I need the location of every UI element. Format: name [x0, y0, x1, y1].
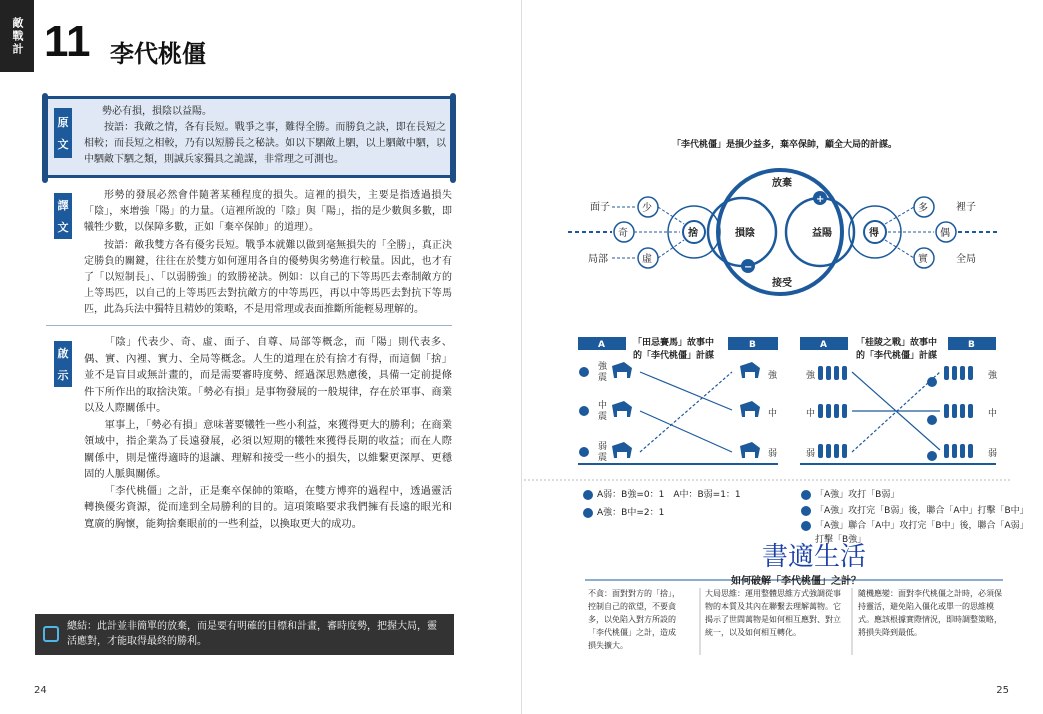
- svg-text:局部: 局部: [588, 254, 608, 265]
- yiwen-text: 形勢的發展必然會伴隨著某種程度的損失。這裡的損失，主要是指透過損失「陰」，來增強「陽」的力量。（這裡所說的「陰」與「陽」，指的是少數與多數，即犧牲少數，以保障多數，正如「棄卒保帥」的道理）。 按語：敵我雙方各有優劣長短。戰爭本就難以做到毫無損失的「全勝」，真正決定勝負的關鍵，往往在於雙方如何運用各自的優勢與劣勢進行較量。因此，也才有了「以短制長」、「以弱勝強」的致勝祕訣。例如：以自己的下等馬匹去牽制敵方的上等馬匹，以自己的上等馬匹去對抗敵方的中等馬匹，再以中等馬匹去對抗下等馬匹，此為兵法中獨特且精妙的策略，不是用常理或表面推斷所能輕易理解的。: [84, 190, 452, 315]
- svg-text:偶: 偶: [940, 228, 950, 239]
- svg-text:「桂陵之戰」故事中: 「桂陵之戰」故事中: [856, 338, 938, 348]
- svg-text:強: 強: [806, 371, 816, 381]
- page-number-right: 25: [996, 685, 1009, 696]
- yiwen-label: 譯 文: [54, 193, 72, 239]
- svg-text:弱: 弱: [806, 449, 816, 459]
- summary-box: 總結：此計並非簡單的放棄，而是要有明確的目標和計畫，審時度勢，把握大局，靈活應對，才能取得最終的勝利。: [35, 614, 454, 655]
- side-tab: 敵戰計: [0, 0, 34, 72]
- cycle-diagram: [568, 170, 1000, 294]
- svg-text:奇: 奇: [618, 228, 628, 239]
- svg-text:的「李代桃僵」計謀: 的「李代桃僵」計謀: [633, 351, 715, 361]
- yuanwen-label: 原 文: [54, 108, 72, 158]
- svg-text:B: B: [749, 340, 756, 350]
- svg-text:A: A: [820, 340, 827, 350]
- svg-text:實: 實: [918, 254, 928, 265]
- svg-text:弱: 弱: [988, 449, 998, 459]
- svg-text:虛: 虛: [642, 254, 652, 265]
- people-panel: [800, 336, 998, 464]
- cycle-bottom: 接受: [772, 278, 792, 289]
- page-number-left: 24: [34, 685, 47, 696]
- svg-text:震: 震: [598, 412, 608, 422]
- horse-note-1: A弱：B強=0：1 A中：B弱=1：1: [597, 490, 741, 500]
- svg-text:中: 中: [806, 409, 816, 419]
- people-note-3: 「A強」聯合「A中」攻打完「B中」後，聯合「A弱」打擊「B強」: [815, 521, 1029, 545]
- svg-text:面子: 面子: [590, 202, 610, 213]
- cycle-top: 放棄: [772, 178, 792, 189]
- strategy-col-1: 不貪：面對對方的「捨」，控制自己的欲望，不要貪多，以免陷入對方所設的「李代桃僵」之計，造成損失擴大。: [588, 589, 680, 650]
- diagram-title: 「李代桃僵」是損少益多，棄卒保帥，顧全大局的計謀。: [672, 140, 898, 150]
- svg-text:「田忌賽馬」故事中: 「田忌賽馬」故事中: [633, 338, 715, 348]
- svg-text:全局: 全局: [956, 254, 976, 265]
- svg-text:震: 震: [598, 373, 608, 383]
- svg-text:−: −: [744, 262, 753, 273]
- svg-text:得: 得: [869, 228, 879, 239]
- horse-panel: [578, 336, 778, 464]
- people-note-1: 「A強」攻打「B弱」: [815, 490, 900, 500]
- svg-text:震: 震: [598, 453, 608, 463]
- chapter-number: 11: [44, 17, 91, 66]
- svg-text:強: 強: [598, 362, 608, 372]
- svg-text:中: 中: [598, 401, 608, 411]
- svg-text:損陰: 損陰: [735, 228, 755, 239]
- qishi-text: 「陰」代表少、奇、虛、面子、自尊、局部等概念，而「陽」則代表多、偶、實、內裡、實力、全局等概念。人生的道理在於有捨才有得，而這個「捨」並不是盲目或無計畫的，而是需要審時度勢、經過深思熟慮後，具備一定前提條件下所作出的取捨決策。「勢必有損」是事物發展的一般規律，存在於軍事、商業以及人際關係中。 軍事上，「勢必有損」意味著要犧牲一些小利益，來獲得更大的勝利；在商業領域中，指企業為了長遠發展，必須以短期的犧牲來獲得長期的收益；而在人際關係中，則是懂得適時的退讓、理解和接受一些小的損失，以維繫更深厚、更穩固的人脈與關係。 「李代桃僵」之計，正是棄卒保帥的策略，在雙方博弈的過程中，透過靈活轉換優劣資源，從而達到全局勝利的目的。這項策略要求我們擁有長遠的眼光和寬廣的胸懷，能夠捨棄眼前的一些利益，以換取更大的成功。: [84, 336, 452, 530]
- svg-text:中: 中: [988, 409, 998, 419]
- people-note-2: 「A強」攻打完「B弱」後，聯合「A中」打擊「B中」: [815, 506, 1029, 516]
- yuanwen-text: 勢必有損，損陰以益陽。 按語：我敵之情，各有長短。戰爭之事，難得全勝。而勝負之訣，即在長短之相較；而長短之相較，乃有以短勝長之秘訣。如以下駟敵上駟，以上駟敵中駟，以中駟敵下駟之類，則誠兵家獨具之詭謀，非常理之可測也。: [84, 106, 446, 165]
- strategy-col-2: 大局思維：運用整體思維方式強調從事物的本質及其內在聯繫去理解萬物。它揭示了世間萬物是如何相互應對、對立統一，以及如何相互轉化。: [705, 589, 841, 637]
- svg-text:少: 少: [642, 203, 652, 214]
- svg-text:強: 強: [768, 371, 778, 381]
- strategy-col-3: 隨機應變：面對李代桃僵之計時，必須保持靈活，避免陷入僵化或單一的思維模式。應該根據實際情況，即時調整策略，將損失降到最低。: [858, 589, 1002, 637]
- svg-text:+: +: [816, 194, 825, 205]
- qishi-label: 啟 示: [54, 341, 72, 387]
- horse-note-2: A強：B中=2：1: [597, 508, 665, 518]
- svg-text:捨: 捨: [688, 228, 698, 239]
- svg-text:弱: 弱: [598, 442, 608, 452]
- svg-text:A: A: [598, 340, 605, 350]
- svg-text:益陽: 益陽: [812, 228, 832, 239]
- svg-text:強: 強: [988, 371, 998, 381]
- svg-text:的「李代桃僵」計謀: 的「李代桃僵」計謀: [856, 351, 938, 361]
- svg-text:裡子: 裡子: [956, 202, 976, 213]
- how-title: 如何破解「李代桃僵」之計？: [731, 576, 861, 587]
- svg-text:多: 多: [918, 203, 928, 214]
- svg-text:B: B: [968, 340, 975, 350]
- watermark: 書適生活: [762, 542, 867, 572]
- svg-text:中: 中: [768, 409, 778, 419]
- chapter-title: 李代桃僵: [110, 40, 206, 68]
- svg-text:弱: 弱: [768, 449, 778, 459]
